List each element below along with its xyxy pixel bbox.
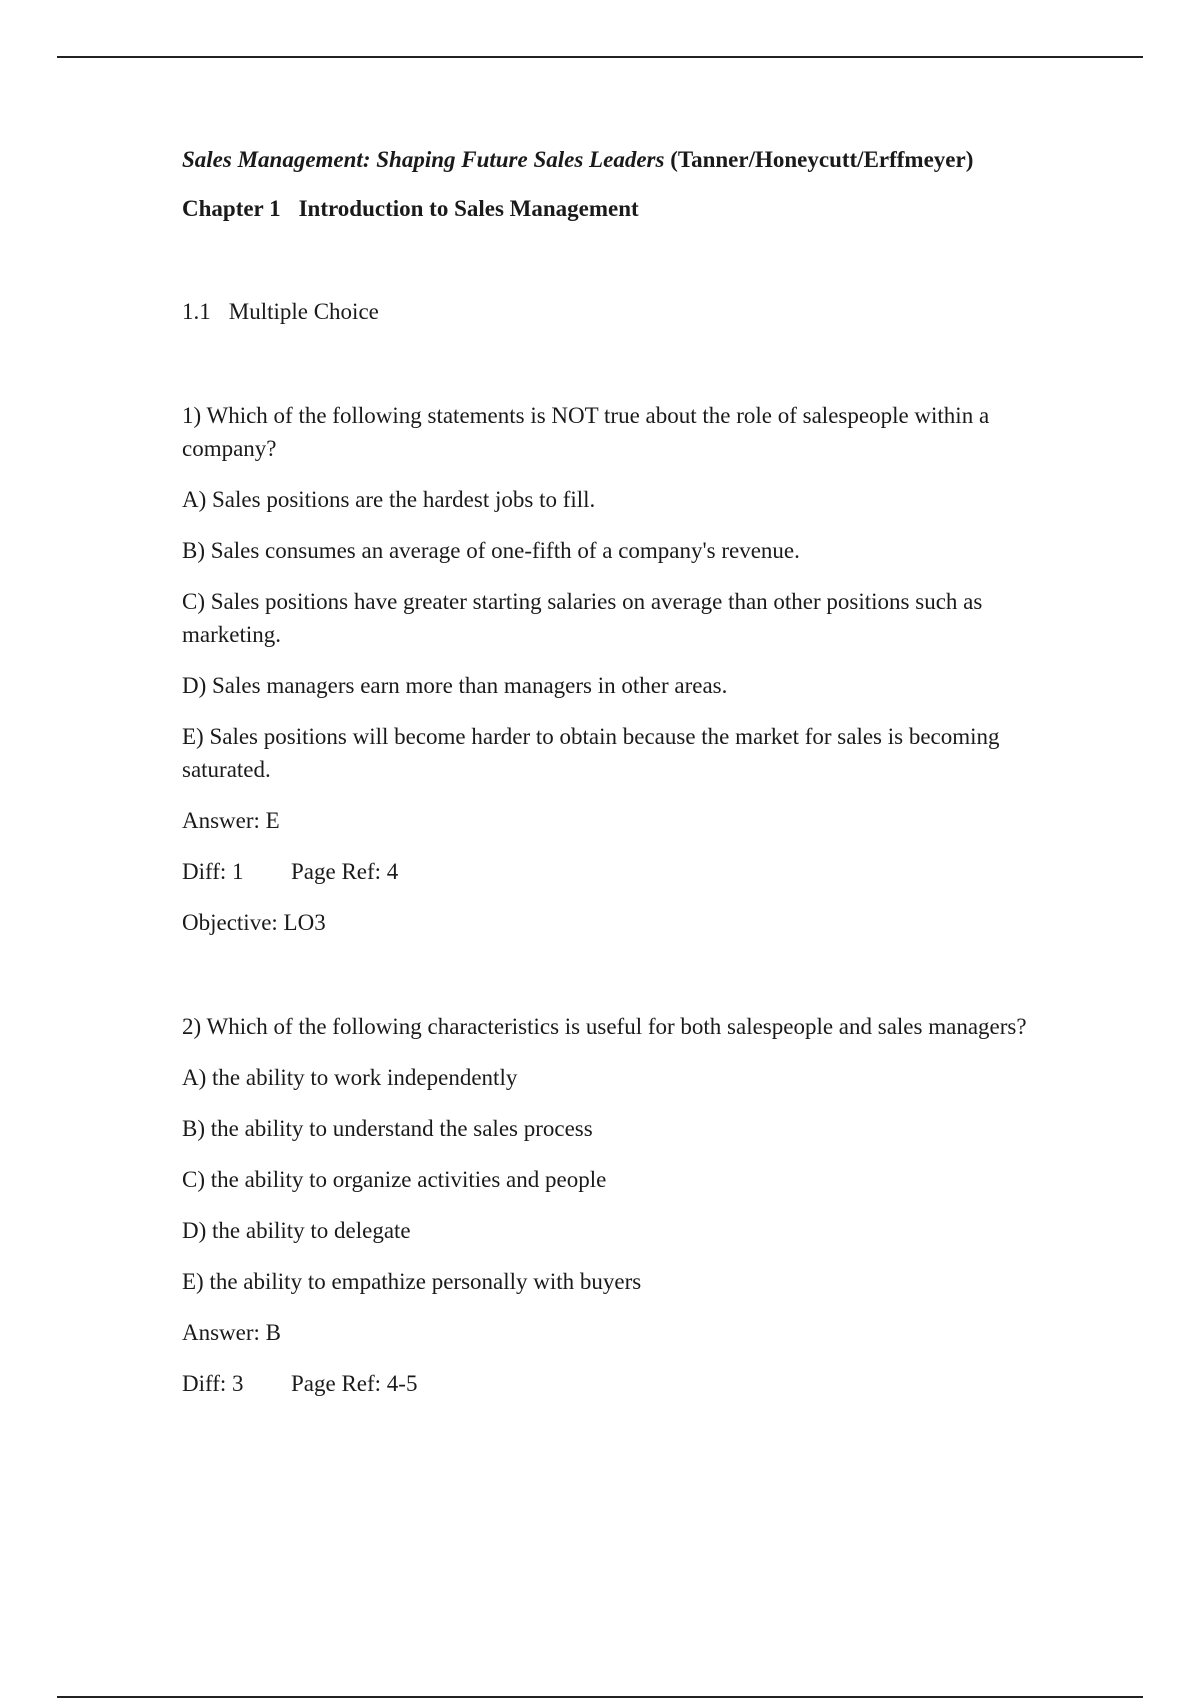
book-title-italic: Sales Management: Shaping Future Sales Leaders <box>182 147 665 172</box>
difficulty: Diff: 3 <box>182 1371 244 1396</box>
chapter-title: Introduction to Sales Management <box>298 196 639 221</box>
diff-line <box>182 1367 1052 1400</box>
objective-line: Objective: LO3 <box>182 910 326 935</box>
option-c: C) the ability to organize activities and people <box>182 1167 607 1192</box>
answer-line: Answer: E <box>182 808 280 833</box>
option-e: E) the ability to empathize personally with buyers <box>182 1269 642 1294</box>
option-a: A) Sales positions are the hardest jobs to fill. <box>182 487 596 512</box>
option-b: B) Sales consumes an average of one-fifth of a company's revenue. <box>182 538 800 563</box>
top-rule <box>57 56 1143 58</box>
option-c: C) Sales positions have greater starting salaries on average than other positions such as marketing. <box>182 589 983 647</box>
section-title: Multiple Choice <box>228 299 379 324</box>
book-authors: (Tanner/Honeycutt/Erffmeyer) <box>670 147 974 172</box>
page-ref: Page Ref: 4-5 <box>291 1371 418 1396</box>
question-2 <box>182 1010 1052 1400</box>
section-number: 1.1 <box>182 299 211 324</box>
document-body <box>182 143 1052 1418</box>
option-d: D) Sales managers earn more than managers in other areas. <box>182 673 728 698</box>
difficulty: Diff: 1 <box>182 859 244 884</box>
bottom-rule <box>57 1696 1143 1698</box>
question-text: 1) Which of the following statements is NOT true about the role of salespeople within a company? <box>182 403 990 461</box>
option-b: B) the ability to understand the sales process <box>182 1116 593 1141</box>
option-a: A) the ability to work independently <box>182 1065 518 1090</box>
chapter-number: Chapter 1 <box>182 196 281 221</box>
chapter-heading <box>182 192 1052 225</box>
question-text: 2) Which of the following characteristics is useful for both salespeople and sales managers? <box>182 1014 1027 1039</box>
option-e: E) Sales positions will become harder to obtain because the market for sales is becoming saturated. <box>182 724 1000 782</box>
answer-line: Answer: B <box>182 1320 282 1345</box>
diff-line <box>182 855 1052 888</box>
option-d: D) the ability to delegate <box>182 1218 411 1243</box>
question-1 <box>182 399 1052 939</box>
page-ref: Page Ref: 4 <box>291 859 399 884</box>
section-heading <box>182 295 1052 328</box>
book-title <box>182 143 1052 176</box>
